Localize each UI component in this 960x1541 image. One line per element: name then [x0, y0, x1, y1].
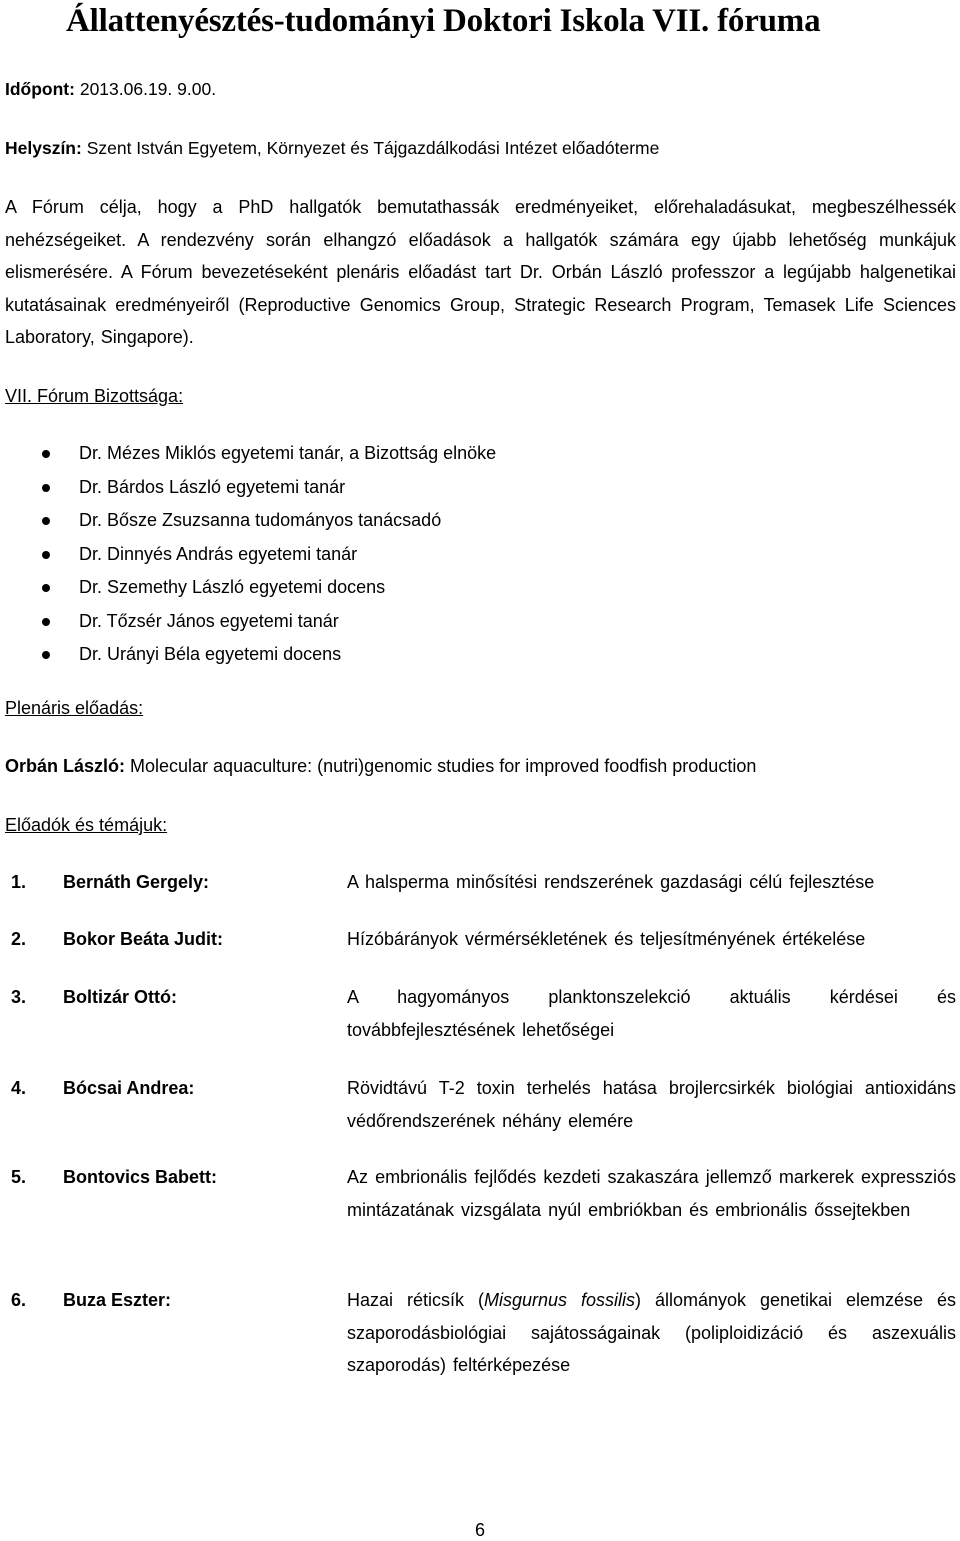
bullet-icon	[42, 651, 50, 659]
bullet-icon	[42, 584, 50, 592]
bullet-icon	[42, 551, 50, 559]
plenary-topic: Molecular aquaculture: (nutri)genomic studies for improved foodfish production	[125, 756, 757, 776]
time-label: Időpont:	[5, 79, 75, 99]
location-label: Helyszín:	[5, 138, 82, 158]
committee-member: Dr. Urányi Béla egyetemi docens	[0, 640, 496, 674]
speaker-name: Buza Eszter:	[63, 1290, 172, 1310]
committee-list	[0, 439, 496, 674]
bullet-icon	[42, 517, 50, 525]
speaker-name: Bócsai Andrea:	[63, 1078, 195, 1098]
speaker-name: Bokor Beáta Judit:	[63, 929, 224, 949]
speaker-number: 1.	[11, 872, 27, 892]
speaker-number: 4.	[11, 1078, 27, 1098]
bullet-icon	[42, 618, 50, 626]
page-number: 6	[474, 1520, 485, 1540]
intro-paragraph	[5, 191, 956, 354]
plenary-talk	[5, 753, 756, 779]
speaker-number: 5.	[11, 1167, 27, 1187]
speaker-topic: Rövidtávú T-2 toxin terhelés hatása brojlercsirkék biológiai antioxidáns védőrendszerének néhány elemére	[347, 1078, 956, 1131]
speaker-name: Boltizár Ottó:	[63, 987, 177, 1007]
speaker-topic: A halsperma minősítési rendszerének gazdasági célú fejlesztése	[347, 872, 875, 892]
event-time	[5, 77, 216, 101]
speakers-heading: Előadók és témájuk:	[5, 815, 168, 835]
committee-heading: VII. Fórum Bizottsága:	[5, 386, 184, 406]
plenary-heading: Plenáris előadás:	[5, 698, 144, 718]
bullet-icon	[42, 484, 50, 492]
speaker-name: Bernáth Gergely:	[63, 872, 210, 892]
speaker-name: Bontovics Babett:	[63, 1167, 218, 1187]
bullet-icon	[42, 450, 50, 458]
location-value: Szent István Egyetem, Környezet és Tájgazdálkodási Intézet előadóterme	[81, 138, 660, 158]
species-name: Misgurnus fossilis	[483, 1290, 635, 1310]
committee-member: Dr. Tőzsér János egyetemi tanár	[0, 607, 496, 641]
time-value: 2013.06.19. 9.00.	[74, 79, 217, 99]
speaker-topic: Hazai réticsík (Misgurnus fossilis) állományok genetikai elemzése és szaporodásbiológiai sajátosságainak (poliploidizáció és aszexuális szaporodás) feltérképezése	[347, 1290, 956, 1375]
speaker-topic: A hagyományos planktonszelekció aktuális kérdései és továbbfejlesztésének lehetőségei	[347, 987, 956, 1040]
speaker-topic: Az embrionális fejlődés kezdeti szakaszára jellemző markerek expressziós mintázatának vizsgálata nyúl embriókban és embrionális őssejtekben	[347, 1167, 956, 1220]
speaker-topic: Hízóbárányok vérmérsékletének és teljesítményének értékelése	[347, 929, 866, 949]
page-title: Állattenyésztés-tudományi Doktori Iskola VII. fóruma	[66, 3, 821, 39]
committee-member: Dr. Szemethy László egyetemi docens	[0, 573, 496, 607]
committee-member: Dr. Bárdos László egyetemi tanár	[0, 473, 496, 507]
committee-member: Dr. Mézes Miklós egyetemi tanár, a Bizottság elnöke	[0, 439, 496, 473]
speaker-number: 2.	[11, 929, 27, 949]
event-location	[5, 136, 659, 160]
speaker-number: 6.	[11, 1290, 27, 1310]
committee-member: Dr. Dinnyés András egyetemi tanár	[0, 540, 496, 574]
intro-text: A Fórum célja, hogy a PhD hallgatók bemutathassák eredményeiket, előrehaladásukat, megbeszélhessék nehézségeiket. A rendezvény során elhangzó előadások a hallgatók számára egy újabb lehetőség munkájuk elismerésére. A Fórum bevezetéseként plenáris előadást tart Dr. Orbán László professzor a legújabb halgenetikai kutatásainak eredményeiről (Reproductive Genomics Group, Strategic Research Program, Temasek Life Sciences Laboratory, Singapore).	[5, 197, 956, 347]
committee-member: Dr. Bősze Zsuzsanna tudományos tanácsadó	[0, 506, 496, 540]
plenary-speaker: Orbán László:	[5, 756, 126, 776]
speaker-number: 3.	[11, 987, 27, 1007]
